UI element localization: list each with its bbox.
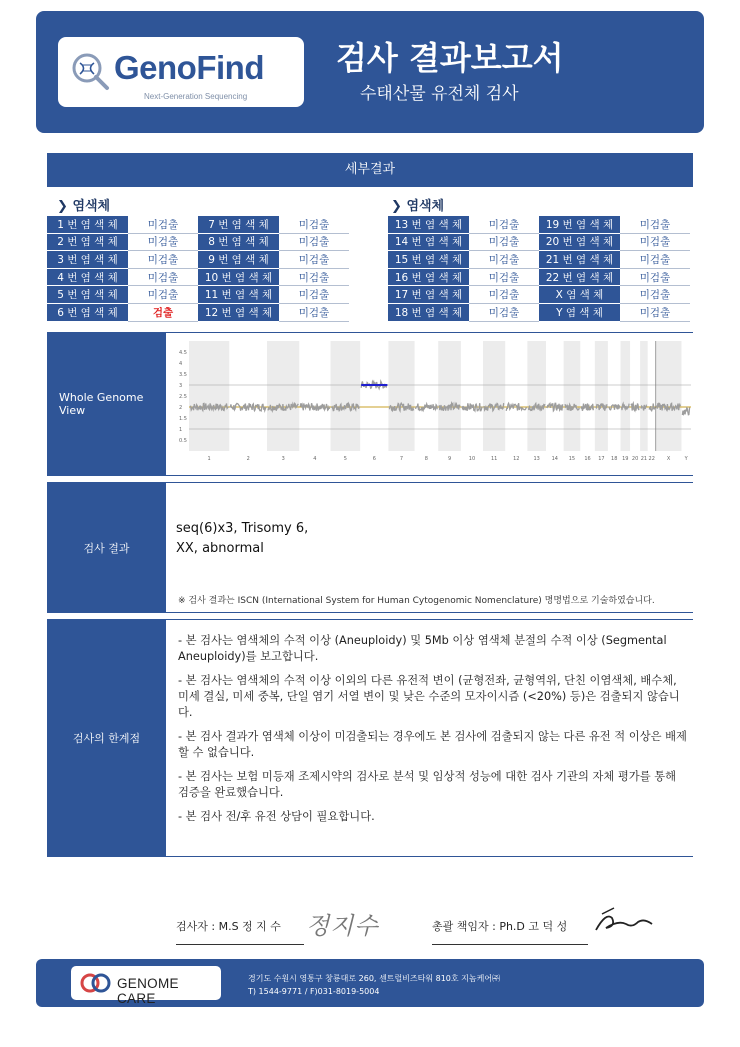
chromosome-row bbox=[47, 251, 349, 269]
chevron-right-icon: ❯ bbox=[391, 199, 402, 214]
y-tick-label: 2 bbox=[179, 405, 183, 411]
y-tick-label: 4.5 bbox=[179, 350, 187, 356]
copy-number-trace-chr20 bbox=[631, 403, 639, 410]
chromosome-name: 9 번 염 색 체 bbox=[198, 251, 279, 269]
limitation-item: - 본 검사는 보험 미등재 조제시약의 검사로 분석 및 임상적 성능에 대한 검사 기관의 자체 평가를 통해 검증을 완료했습니다. bbox=[178, 770, 677, 799]
chromosome-heading-label: 염색체 bbox=[72, 199, 111, 214]
test-result-label: 검사 결과 bbox=[83, 541, 130, 555]
limitations-section bbox=[47, 619, 693, 857]
chromosome-name: 4 번 염 색 체 bbox=[47, 268, 128, 286]
x-tick-label: 13 bbox=[533, 456, 540, 462]
chromosome-result: 검출 bbox=[128, 303, 198, 321]
x-tick-label: 20 bbox=[631, 456, 639, 462]
y-tick-label: 2.5 bbox=[179, 394, 187, 400]
x-tick-label: Y bbox=[684, 456, 688, 462]
copy-number-trace-chr16 bbox=[581, 403, 594, 410]
limitation-item: - 본 검사는 염색체의 수적 이상 이외의 다른 유전적 변이 (균형전좌, 균형역위, 단친 이염색체, 배수체, 미세 결실, 미세 중복, 단일 염기 서열 변이 및 낮은 수준의 모자이시즘 (<20%) 등)은 검출되지 않습니다. bbox=[178, 674, 680, 719]
x-tick-label: 15 bbox=[568, 456, 576, 462]
director-signature bbox=[592, 906, 656, 936]
genome-care-logo-icon bbox=[79, 972, 113, 994]
result-line-2: XX, abnormal bbox=[176, 541, 264, 556]
chromosome-name: 20 번 염 색 체 bbox=[539, 233, 620, 251]
genome-care-logo bbox=[71, 966, 221, 1006]
chromosome-name: 11 번 염 색 체 bbox=[198, 286, 279, 304]
x-tick-label: 7 bbox=[399, 456, 404, 462]
report-subtitle: 수태산물 유전체 검사 bbox=[360, 84, 519, 104]
phone-line: T) 1544-9771 / F)031-8019-5004 bbox=[248, 987, 380, 996]
chromosome-band bbox=[388, 341, 414, 451]
chromosome-band bbox=[656, 341, 682, 451]
chromosome-result: 미검출 bbox=[469, 268, 539, 286]
address-line: 경기도 수원시 영통구 창룡대로 260, 센트럴비즈타워 810호 지놈케어㈜ bbox=[248, 974, 501, 983]
examiner-signature-line bbox=[176, 944, 304, 945]
y-tick-label: 3 bbox=[179, 383, 183, 389]
chromosome-row bbox=[388, 303, 690, 321]
chromosome-name: 7 번 염 색 체 bbox=[198, 216, 279, 233]
y-tick-label: 4 bbox=[179, 361, 183, 367]
chromosome-row bbox=[388, 216, 690, 233]
director-signature-line bbox=[432, 944, 588, 945]
whole-genome-section bbox=[47, 332, 693, 476]
chromosome-table-left bbox=[47, 216, 349, 322]
chromosome-band bbox=[640, 341, 648, 451]
footer bbox=[36, 959, 704, 1007]
chromosome-row bbox=[388, 251, 690, 269]
chromosome-result: 미검출 bbox=[469, 303, 539, 321]
chromosome-band bbox=[438, 341, 461, 451]
chromosome-result: 미검출 bbox=[128, 286, 198, 304]
chromosome-name: 15 번 염 색 체 bbox=[388, 251, 469, 269]
x-tick-label: 18 bbox=[611, 456, 618, 462]
chromosome-band bbox=[267, 341, 299, 451]
x-tick-label: 1 bbox=[207, 456, 211, 462]
chromosome-result: 미검출 bbox=[128, 251, 198, 269]
x-tick-label: 10 bbox=[468, 456, 476, 462]
chromosome-band bbox=[189, 341, 229, 451]
chromosome-name: 10 번 염 색 체 bbox=[198, 268, 279, 286]
director-label: 총괄 책임자 : Ph.D 고 덕 성 bbox=[432, 920, 568, 933]
x-tick-label: 12 bbox=[513, 456, 520, 462]
chromosome-band bbox=[330, 341, 360, 451]
x-tick-label: 2 bbox=[246, 456, 250, 462]
chromosome-result: 미검출 bbox=[279, 233, 349, 251]
magnifier-dna-icon bbox=[70, 51, 110, 91]
report-header bbox=[36, 11, 704, 133]
y-tick-label: 0.5 bbox=[179, 438, 187, 444]
chromosome-result: 미검출 bbox=[128, 233, 198, 251]
test-result-label-cell bbox=[47, 483, 166, 612]
chevron-right-icon: ❯ bbox=[57, 199, 68, 214]
footer-address bbox=[248, 972, 500, 998]
chromosome-result: 미검출 bbox=[279, 303, 349, 321]
chromosome-name: 22 번 염 색 체 bbox=[539, 268, 620, 286]
chromosome-name: 13 번 염 색 체 bbox=[388, 216, 469, 233]
chromosome-row bbox=[47, 233, 349, 251]
x-tick-label: 14 bbox=[551, 456, 558, 462]
genome-care-logo-text: GENOME CARE bbox=[117, 976, 179, 1006]
report-title: 검사 결과보고서 bbox=[336, 39, 564, 77]
x-tick-label: 19 bbox=[622, 456, 629, 462]
chromosome-band bbox=[483, 341, 505, 451]
chromosome-result: 미검출 bbox=[620, 268, 690, 286]
x-tick-label: 17 bbox=[598, 456, 605, 462]
chromosome-name: 16 번 염 색 체 bbox=[388, 268, 469, 286]
chromosome-name: 17 번 염 색 체 bbox=[388, 286, 469, 304]
chromosome-row bbox=[388, 233, 690, 251]
chromosome-heading-left bbox=[57, 195, 110, 214]
result-line-1: seq(6)x3, Trisomy 6, bbox=[176, 521, 309, 536]
genofind-logo bbox=[58, 37, 304, 107]
chromosome-band bbox=[621, 341, 631, 451]
chromosome-row bbox=[47, 303, 349, 321]
chromosome-name: 8 번 염 색 체 bbox=[198, 233, 279, 251]
chromosome-band bbox=[527, 341, 546, 451]
x-tick-label: X bbox=[666, 456, 671, 462]
limitation-item: - 본 검사 전/후 유전 상담이 필요합니다. bbox=[178, 810, 375, 823]
chromosome-name: 1 번 염 색 체 bbox=[47, 216, 128, 233]
chromosome-result: 미검출 bbox=[128, 268, 198, 286]
chromosome-result: 미검출 bbox=[279, 216, 349, 233]
chromosome-result: 미검출 bbox=[279, 286, 349, 304]
limitations-label-cell bbox=[47, 620, 166, 856]
chromosome-name: 21 번 염 색 체 bbox=[539, 251, 620, 269]
x-tick-label: 6 bbox=[372, 456, 376, 462]
chromosome-row bbox=[47, 216, 349, 233]
chromosome-row bbox=[47, 286, 349, 304]
chromosome-row bbox=[388, 286, 690, 304]
iscn-note: ※ 검사 결과는 ISCN (International System for Human Cytogenomic Nomenclature) 명명법으로 기술하였습니다. bbox=[178, 596, 655, 606]
limitation-item: - 본 검사는 염색체의 수적 이상 (Aneuploidy) 및 5Mb 이상 염색체 분절의 수적 이상 (Segmental Aneuploidy)를 보고합니다. bbox=[178, 634, 667, 663]
x-tick-label: 3 bbox=[281, 456, 285, 462]
x-tick-label: 8 bbox=[424, 456, 428, 462]
chromosome-result: 미검출 bbox=[620, 233, 690, 251]
chromosome-result: 미검출 bbox=[279, 251, 349, 269]
x-tick-label: 9 bbox=[447, 456, 452, 462]
chromosome-table-right bbox=[388, 216, 690, 322]
copy-number-trace-chrY bbox=[682, 408, 690, 415]
x-tick-label: 21 bbox=[640, 456, 648, 462]
chromosome-name: 3 번 염 색 체 bbox=[47, 251, 128, 269]
chromosome-row bbox=[388, 268, 690, 286]
x-tick-label: 5 bbox=[343, 456, 347, 462]
chromosome-name: Y 염 색 체 bbox=[539, 303, 620, 321]
detail-results-bar: 세부결과 bbox=[47, 153, 693, 187]
x-tick-label: 4 bbox=[313, 456, 317, 462]
chromosome-result: 미검출 bbox=[620, 216, 690, 233]
chromosome-band bbox=[595, 341, 608, 451]
chromosome-name: 12 번 염 색 체 bbox=[198, 303, 279, 321]
chromosome-name: 14 번 염 색 체 bbox=[388, 233, 469, 251]
chromosome-result: 미검출 bbox=[128, 216, 198, 233]
y-tick-label: 1.5 bbox=[179, 416, 187, 422]
chromosome-name: 19 번 염 색 체 bbox=[539, 216, 620, 233]
examiner-label: 검사자 : M.S 정 지 수 bbox=[176, 920, 281, 933]
x-tick-label: 22 bbox=[648, 456, 655, 462]
whole-genome-label-cell bbox=[47, 333, 166, 475]
y-tick-label: 1 bbox=[179, 427, 183, 433]
chromosome-result: 미검출 bbox=[469, 216, 539, 233]
chromosome-result: 미검출 bbox=[469, 251, 539, 269]
chromosome-heading-right bbox=[391, 195, 444, 214]
chromosome-row bbox=[47, 268, 349, 286]
test-result-section bbox=[47, 482, 693, 613]
x-tick-label: 16 bbox=[584, 456, 591, 462]
chromosome-result: 미검출 bbox=[469, 233, 539, 251]
examiner-signature: 정지수 bbox=[306, 912, 379, 940]
copy-number-trace-chr8 bbox=[416, 404, 438, 411]
chromosome-result: 미검출 bbox=[469, 286, 539, 304]
logo-subtitle: Next-Generation Sequencing bbox=[144, 92, 248, 101]
chromosome-name: 18 번 염 색 체 bbox=[388, 303, 469, 321]
limitations-list bbox=[178, 633, 688, 833]
chromosome-band bbox=[564, 341, 581, 451]
chromosome-name: 2 번 염 색 체 bbox=[47, 233, 128, 251]
logo-name: GenoFind bbox=[114, 49, 264, 86]
whole-genome-chart bbox=[169, 333, 693, 473]
limitations-label: 검사의 한계점 bbox=[72, 732, 141, 745]
limitation-item: - 본 검사 결과가 염색체 이상이 미검출되는 경우에도 본 검사에 검출되지 않는 다른 유전 적 이상은 배제할 수 없습니다. bbox=[178, 730, 687, 759]
chromosome-name: X 염 색 체 bbox=[539, 286, 620, 304]
chromosome-name: 5 번 염 색 체 bbox=[47, 286, 128, 304]
whole-genome-label: Whole Genome View bbox=[59, 391, 144, 417]
chromosome-result: 미검출 bbox=[620, 286, 690, 304]
chromosome-result: 미검출 bbox=[279, 268, 349, 286]
chromosome-result: 미검출 bbox=[620, 251, 690, 269]
result-text bbox=[176, 519, 308, 559]
chromosome-heading-label: 염색체 bbox=[406, 199, 445, 214]
y-tick-label: 3.5 bbox=[179, 372, 187, 378]
x-tick-label: 11 bbox=[490, 456, 498, 462]
chromosome-name: 6 번 염 색 체 bbox=[47, 303, 128, 321]
chromosome-result: 미검출 bbox=[620, 303, 690, 321]
